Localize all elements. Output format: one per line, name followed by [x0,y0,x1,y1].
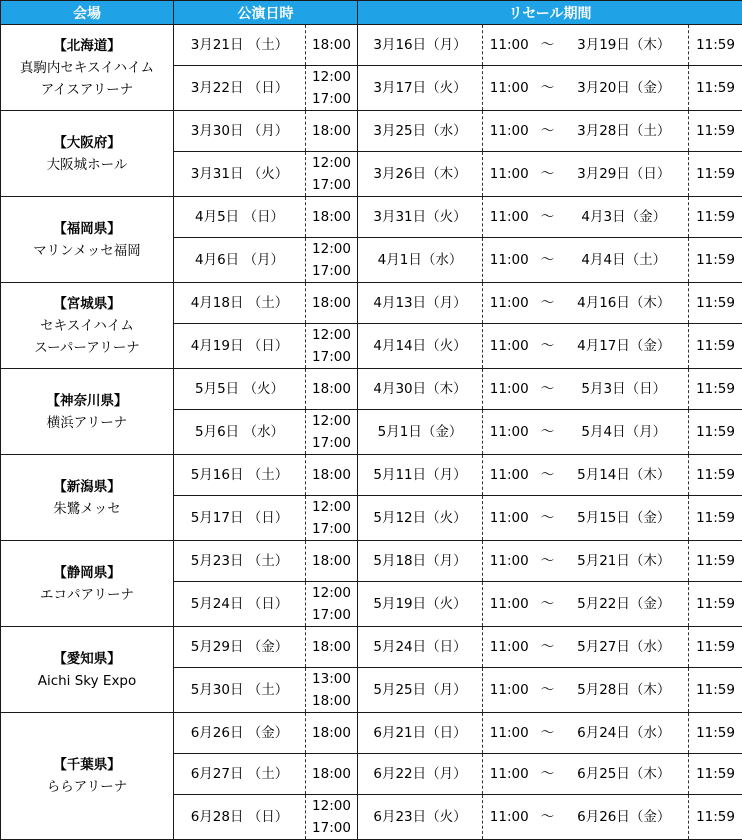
resale-start-date: 3月16日（月） [358,25,483,66]
resale-end-date: 3月29日（日） [560,152,689,197]
resale-end-date: 4月17日（金） [560,324,689,369]
resale-start-date: 5月24日（日） [358,627,483,668]
resale-end-time: 11:59 [689,541,742,582]
performance-time [306,455,358,496]
venue-name: アイスアリーナ [1,79,173,101]
table-row [1,197,742,238]
performance-time-value: 12:00 [306,795,357,817]
resale-end-date: 3月19日（木） [560,25,689,66]
performance-date: 5月29日 （金） [174,627,306,668]
resale-end-date: 5月27日（水） [560,627,689,668]
resale-end-date: 5月14日（木） [560,455,689,496]
resale-range-tilde: ～ [536,369,560,410]
resale-range-tilde: ～ [536,66,560,111]
resale-end-time: 11:59 [689,410,742,455]
performance-time-value: 17:00 [306,432,357,454]
resale-start-date: 3月17日（火） [358,66,483,111]
resale-range-tilde: ～ [536,111,560,152]
venue-cell [1,627,174,713]
resale-range-tilde: ～ [536,541,560,582]
table-row [1,111,742,152]
performance-time-value: 17:00 [306,174,357,196]
resale-end-date: 5月28日（木） [560,668,689,713]
performance-time-value: 12:00 [306,152,357,174]
resale-end-date: 6月24日（水） [560,713,689,754]
performance-time [306,197,358,238]
resale-end-date: 4月16日（木） [560,283,689,324]
performance-time [306,410,358,455]
resale-end-time: 11:59 [689,238,742,283]
resale-start-time: 11:00 [483,410,536,455]
performance-time [306,541,358,582]
venue-prefecture: 【大阪府】 [1,132,173,154]
resale-end-time: 11:59 [689,152,742,197]
resale-start-date: 5月19日（火） [358,582,483,627]
venue-name: エコパアリーナ [1,584,173,606]
resale-end-time: 11:59 [689,197,742,238]
resale-start-date: 4月1日（水） [358,238,483,283]
performance-date: 4月5日 （日） [174,197,306,238]
resale-end-date: 5月3日（日） [560,369,689,410]
venue-prefecture: 【愛知県】 [1,648,173,670]
performance-time [306,66,358,111]
performance-time-value: 18:00 [306,292,357,314]
performance-time [306,152,358,197]
resale-end-date: 3月20日（金） [560,66,689,111]
venue-name: Aichi Sky Expo [1,670,173,692]
resale-end-time: 11:59 [689,324,742,369]
table-row [1,455,742,496]
performance-time [306,25,358,66]
performance-time-value: 13:00 [306,668,357,690]
performance-time-value: 17:00 [306,817,357,839]
table-row [1,369,742,410]
resale-start-date: 4月13日（月） [358,283,483,324]
venue-name: 朱鷺メッセ [1,498,173,520]
resale-range-tilde: ～ [536,496,560,541]
venue-prefecture: 【新潟県】 [1,476,173,498]
resale-end-date: 5月22日（金） [560,582,689,627]
resale-start-date: 4月30日（木） [358,369,483,410]
performance-date: 3月30日 （月） [174,111,306,152]
resale-start-time: 11:00 [483,795,536,840]
performance-time-value: 12:00 [306,496,357,518]
performance-time-value: 12:00 [306,324,357,346]
resale-range-tilde: ～ [536,455,560,496]
resale-end-time: 11:59 [689,496,742,541]
resale-start-date: 3月25日（水） [358,111,483,152]
performance-date: 4月19日 （日） [174,324,306,369]
performance-time-value: 18:00 [306,636,357,658]
resale-end-date: 6月25日（木） [560,754,689,795]
resale-start-time: 11:00 [483,283,536,324]
performance-time [306,713,358,754]
venue-prefecture: 【千葉県】 [1,754,173,776]
resale-start-time: 11:00 [483,197,536,238]
performance-date: 6月28日 （日） [174,795,306,840]
venue-name: 真駒内セキスイハイム [1,57,173,79]
resale-start-time: 11:00 [483,152,536,197]
header-performance: 公演日時 [174,1,358,25]
resale-start-time: 11:00 [483,25,536,66]
resale-end-time: 11:59 [689,713,742,754]
resale-end-time: 11:59 [689,627,742,668]
performance-time-value: 12:00 [306,410,357,432]
resale-start-date: 5月11日（月） [358,455,483,496]
resale-start-time: 11:00 [483,369,536,410]
resale-range-tilde: ～ [536,324,560,369]
resale-range-tilde: ～ [536,627,560,668]
venue-prefecture: 【神奈川県】 [1,390,173,412]
venue-name: 大阪城ホール [1,154,173,176]
venue-prefecture: 【静岡県】 [1,562,173,584]
resale-start-date: 3月31日（火） [358,197,483,238]
resale-start-time: 11:00 [483,582,536,627]
performance-time-value: 18:00 [306,34,357,56]
resale-end-time: 11:59 [689,25,742,66]
resale-start-time: 11:00 [483,455,536,496]
resale-end-time: 11:59 [689,66,742,111]
performance-date: 5月16日 （土） [174,455,306,496]
performance-date: 4月18日 （土） [174,283,306,324]
performance-time [306,369,358,410]
performance-date: 5月6日 （水） [174,410,306,455]
performance-time [306,754,358,795]
venue-cell [1,541,174,627]
venue-cell [1,455,174,541]
performance-date: 6月26日 （金） [174,713,306,754]
resale-start-date: 6月23日（火） [358,795,483,840]
performance-date: 4月6日 （月） [174,238,306,283]
resale-range-tilde: ～ [536,582,560,627]
performance-time-value: 18:00 [306,690,357,712]
resale-range-tilde: ～ [536,795,560,840]
resale-end-time: 11:59 [689,795,742,840]
resale-end-time: 11:59 [689,754,742,795]
resale-start-date: 5月1日（金） [358,410,483,455]
venue-cell [1,25,174,111]
resale-start-date: 5月18日（月） [358,541,483,582]
resale-end-date: 5月4日（月） [560,410,689,455]
performance-time [306,668,358,713]
resale-start-date: 4月14日（火） [358,324,483,369]
venue-name: スーパーアリーナ [1,337,173,359]
table-row [1,713,742,754]
header-venue: 会場 [1,1,174,25]
resale-start-date: 5月12日（火） [358,496,483,541]
performance-time [306,324,358,369]
venue-name: マリンメッセ福岡 [1,240,173,262]
venue-name: セキスイハイム [1,315,173,337]
resale-start-time: 11:00 [483,496,536,541]
resale-start-time: 11:00 [483,66,536,111]
performance-time [306,111,358,152]
performance-time [306,627,358,668]
venue-cell [1,283,174,369]
resale-end-time: 11:59 [689,582,742,627]
resale-range-tilde: ～ [536,713,560,754]
resale-range-tilde: ～ [536,668,560,713]
resale-end-date: 5月15日（金） [560,496,689,541]
performance-time-value: 17:00 [306,88,357,110]
performance-time [306,582,358,627]
resale-end-time: 11:59 [689,369,742,410]
resale-start-time: 11:00 [483,627,536,668]
resale-start-time: 11:00 [483,668,536,713]
performance-time-value: 18:00 [306,120,357,142]
resale-range-tilde: ～ [536,283,560,324]
venue-name: 横浜アリーナ [1,412,173,434]
venue-prefecture: 【宮城県】 [1,293,173,315]
venue-cell [1,369,174,455]
resale-start-date: 3月26日（木） [358,152,483,197]
performance-time-value: 12:00 [306,238,357,260]
resale-range-tilde: ～ [536,410,560,455]
performance-time-value: 18:00 [306,763,357,785]
resale-end-date: 4月4日（土） [560,238,689,283]
performance-date: 5月23日 （土） [174,541,306,582]
performance-time-value: 18:00 [306,206,357,228]
performance-date: 5月24日 （日） [174,582,306,627]
performance-date: 3月21日 （土） [174,25,306,66]
performance-date: 5月5日 （火） [174,369,306,410]
resale-end-time: 11:59 [689,283,742,324]
performance-time [306,496,358,541]
resale-start-date: 6月22日（月） [358,754,483,795]
resale-range-tilde: ～ [536,25,560,66]
resale-range-tilde: ～ [536,754,560,795]
performance-time-value: 17:00 [306,604,357,626]
resale-end-date: 3月28日（土） [560,111,689,152]
performance-time [306,283,358,324]
resale-end-time: 11:59 [689,455,742,496]
venue-cell [1,111,174,197]
venue-cell [1,197,174,283]
performance-time-value: 18:00 [306,464,357,486]
venue-prefecture: 【北海道】 [1,35,173,57]
performance-time-value: 18:00 [306,378,357,400]
performance-time [306,795,358,840]
table-row [1,627,742,668]
venue-prefecture: 【福岡県】 [1,218,173,240]
performance-time-value: 17:00 [306,346,357,368]
performance-time-value: 18:00 [306,550,357,572]
resale-range-tilde: ～ [536,238,560,283]
performance-time-value: 17:00 [306,260,357,282]
performance-time-value: 12:00 [306,66,357,88]
table-row [1,283,742,324]
resale-end-time: 11:59 [689,111,742,152]
resale-start-date: 5月25日（月） [358,668,483,713]
resale-range-tilde: ～ [536,197,560,238]
resale-start-time: 11:00 [483,238,536,283]
resale-start-time: 11:00 [483,713,536,754]
resale-end-date: 6月26日（金） [560,795,689,840]
performance-time-value: 17:00 [306,518,357,540]
performance-date: 5月30日 （土） [174,668,306,713]
table-row [1,25,742,66]
resale-end-date: 5月21日（木） [560,541,689,582]
resale-end-time: 11:59 [689,668,742,713]
performance-time-value: 18:00 [306,722,357,744]
resale-end-date: 4月3日（金） [560,197,689,238]
performance-date: 3月22日 （日） [174,66,306,111]
performance-time-value: 12:00 [306,582,357,604]
header-row [1,1,742,25]
table-row [1,541,742,582]
resale-start-time: 11:00 [483,324,536,369]
table-body [1,25,742,840]
performance-date: 5月17日 （日） [174,496,306,541]
performance-date: 6月27日 （土） [174,754,306,795]
venue-cell [1,713,174,840]
performance-date: 3月31日 （火） [174,152,306,197]
resale-start-date: 6月21日（日） [358,713,483,754]
resale-range-tilde: ～ [536,152,560,197]
header-resale: リセール期間 [358,1,742,25]
resale-start-time: 11:00 [483,541,536,582]
resale-start-time: 11:00 [483,754,536,795]
performance-time [306,238,358,283]
resale-start-time: 11:00 [483,111,536,152]
venue-name: ららアリーナ [1,776,173,798]
